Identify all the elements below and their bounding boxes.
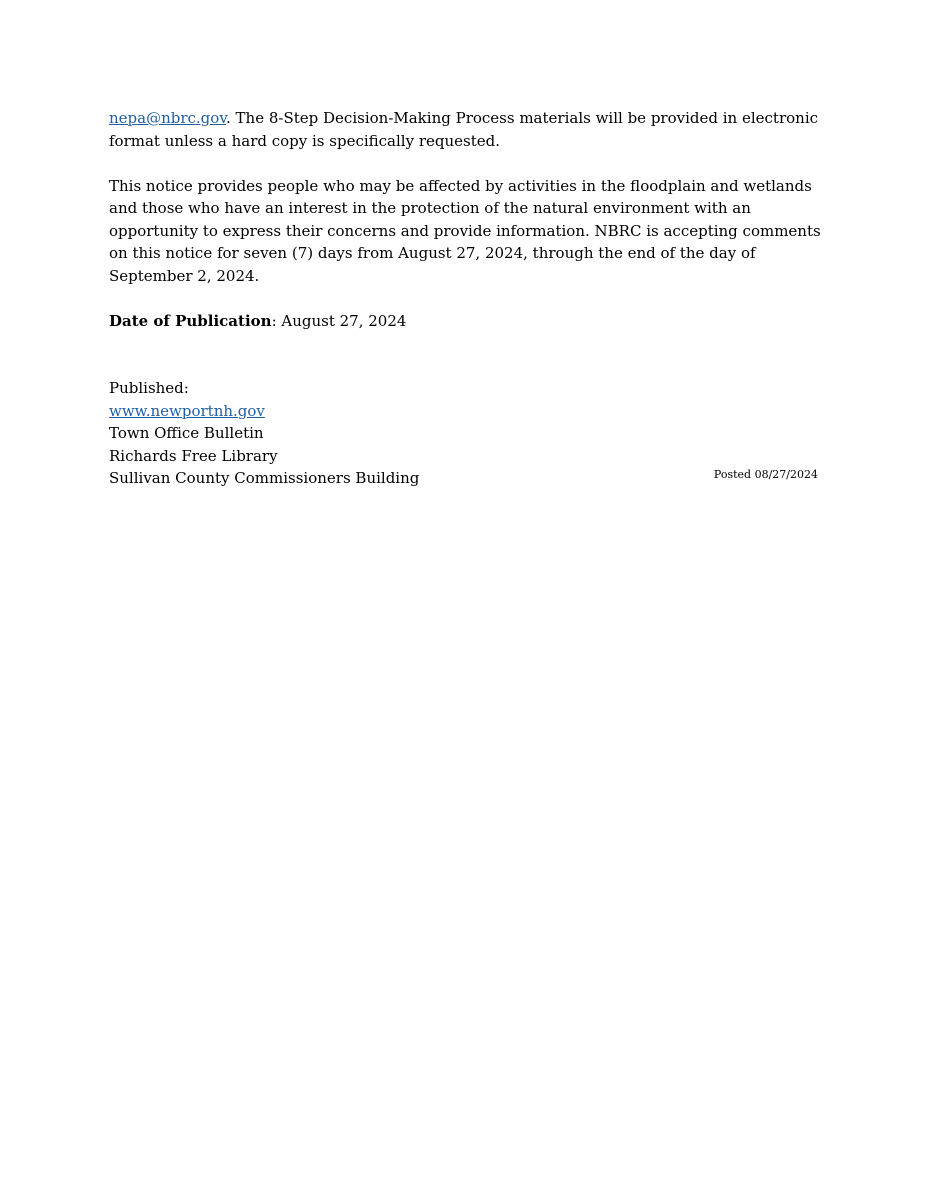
blank-line: [109, 355, 821, 378]
email-link[interactable]: nepa@nbrc.gov: [109, 109, 227, 127]
location-commissioners: Sullivan County Commissioners Building: [109, 469, 420, 487]
posted-date: Posted 08/27/2024: [713, 468, 818, 481]
location-town-office: Town Office Bulletin: [109, 424, 264, 442]
website-link[interactable]: www.newportnh.gov: [109, 401, 265, 420]
publication-date: [109, 310, 821, 333]
publication-date-label: Date of Publication: [109, 311, 272, 330]
location-library: Richards Free Library: [109, 446, 278, 465]
materials-text: . The 8-Step Decision-Making Process materials will be provided in electronic format unless a hard copy is specifically requested.: [109, 109, 819, 150]
materials-paragraph: [109, 107, 821, 152]
notice-paragraph: This notice provides people who may be affected by activities in the floodplain and wetlands and those who have an interest in the protection of the natural environment with an opportunity to express their concerns and provide information. NBRC is accepting comments on this notice for seven (7) days from August 27, 2024, through the end of the day of September 2, 2024.: [109, 176, 821, 285]
document-body: [109, 107, 821, 490]
publication-date-value: : August 27, 2024: [271, 311, 407, 330]
published-heading: Published:: [109, 379, 189, 397]
